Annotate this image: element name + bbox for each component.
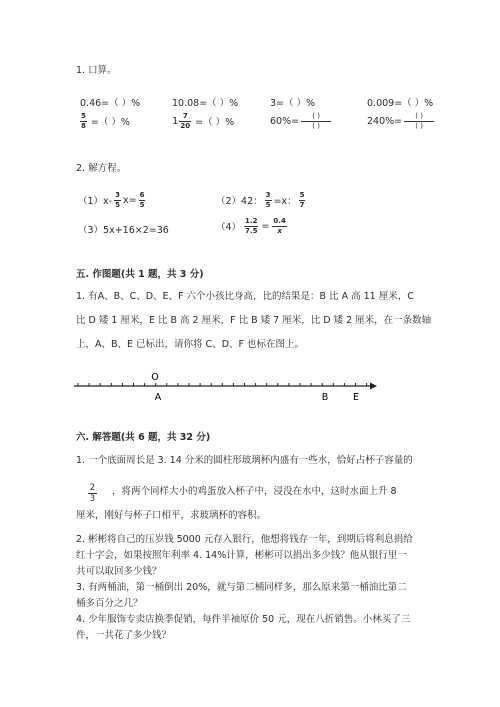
calc-1d: 0.009=（ ）% (367, 98, 434, 109)
question-4-line-2: 件，一共花了多少钱？ (76, 630, 172, 641)
fraction-blank: $\frac{( )}{( )}$ (312, 112, 320, 130)
origin-label: O (151, 372, 159, 383)
calc-1b: 10.08=（ ）% (172, 98, 239, 109)
question-1-line-1: 1. 一个底面周长是 3. 14 分米的圆柱形玻璃杯内盛有一些水，恰好占杯子容量的 (76, 455, 413, 466)
section-2-title: 2. 解方程。 (76, 163, 127, 174)
question-3-line-2: 桶多百分之几？ (76, 598, 143, 609)
calc-2a: $\frac{5}{8}$ =（ ）% (81, 112, 130, 130)
question-1-line-3: 厘米，刚好与杯子口相平，求玻璃杯的容积。 (76, 510, 267, 521)
calc-2b: 1 $\frac{7}{20}$ =（ ）% (172, 112, 235, 130)
question-2-line-1: 2. 彬彬将自己的压岁钱 5000 元存入银行，他想将钱存一年，到期后将利息捐给 (76, 534, 413, 545)
calc-2d: 240%= $\frac{( )}{( )}$ (367, 113, 434, 130)
fraction-blank: $\frac{( )}{( )}$ (415, 112, 423, 130)
calc-1a: 0.46=（ ）% (80, 98, 141, 109)
question-2-line-2: 红十字会，如果按照年利率 4. 14%计算，彬彬可以捐出多少钱？他从银行里一 (76, 550, 407, 561)
equation-1: （1）x- $\frac{3}{5}$ x= $\frac{6}{5}$ (78, 191, 145, 209)
section-6-heading: 六. 解答题(共 6 题，共 32 分) (76, 432, 211, 443)
question-2 (76, 532, 413, 580)
question-1-line-2: ，将两个同样大小的鸡蛋放入杯子中，浸没在水中，这时水面上升 8 (112, 486, 397, 497)
equation-3: （3）5x+16×2=36 (78, 225, 169, 236)
section-5-heading: 五. 作图题(共 1 题，共 3 分) (76, 269, 204, 280)
question-2-line-3: 共可以取回多少钱？ (76, 566, 162, 577)
fraction: $\frac{7}{20}$ (180, 112, 191, 130)
question-4-line-1: 4. 少年服饰专卖店换季促销，每件半袖原价 50 元，现在八折销售。小林买了三 (76, 614, 411, 625)
section-5-paragraph-line-3: 上，A、B、E 已标出，请你将 C、D、F 也标在图上。 (76, 339, 304, 350)
section-5-paragraph-line-2: 比 D 矮 1 厘米，E 比 B 高 2 厘米，F 比 B 矮 7 厘米，比 D 矮 2 厘米，在一条数轴 (76, 315, 432, 326)
question-1-fraction: $\frac{2}{3}$ (89, 482, 96, 504)
question-3 (76, 580, 407, 612)
equation-4: （4） $\frac{1.2}{7.5}$ = $\frac{0.4}{x}$ (216, 217, 286, 235)
point-B-label: B (321, 392, 329, 403)
question-3-line-1: 3. 有两桶油，第一桶倒出 20%，就与第二桶同样多，那么原来第一桶油比第二 (76, 582, 407, 593)
point-A-label: A (154, 392, 162, 403)
section-5-paragraph-line-1: 1. 有A、B、C、D、E、F 六个小孩比身高，比的结果是：B 比 A 高 11 厘米，C (76, 291, 414, 302)
number-line (70, 370, 380, 404)
question-4 (76, 612, 410, 644)
point-E-label: E (352, 392, 360, 403)
number-line-arrow-icon (370, 383, 377, 390)
calc-1c: 3=（ ）% (270, 98, 316, 109)
section-1-title: 1. 口算。 (76, 65, 117, 76)
calc-2c: 60%= $\frac{( )}{( )}$ (270, 113, 331, 130)
fraction: $\frac{5}{8}$ (81, 112, 86, 130)
equation-2: （2）42： $\frac{3}{5}$ =x： $\frac{5}{7}$ (216, 191, 305, 209)
